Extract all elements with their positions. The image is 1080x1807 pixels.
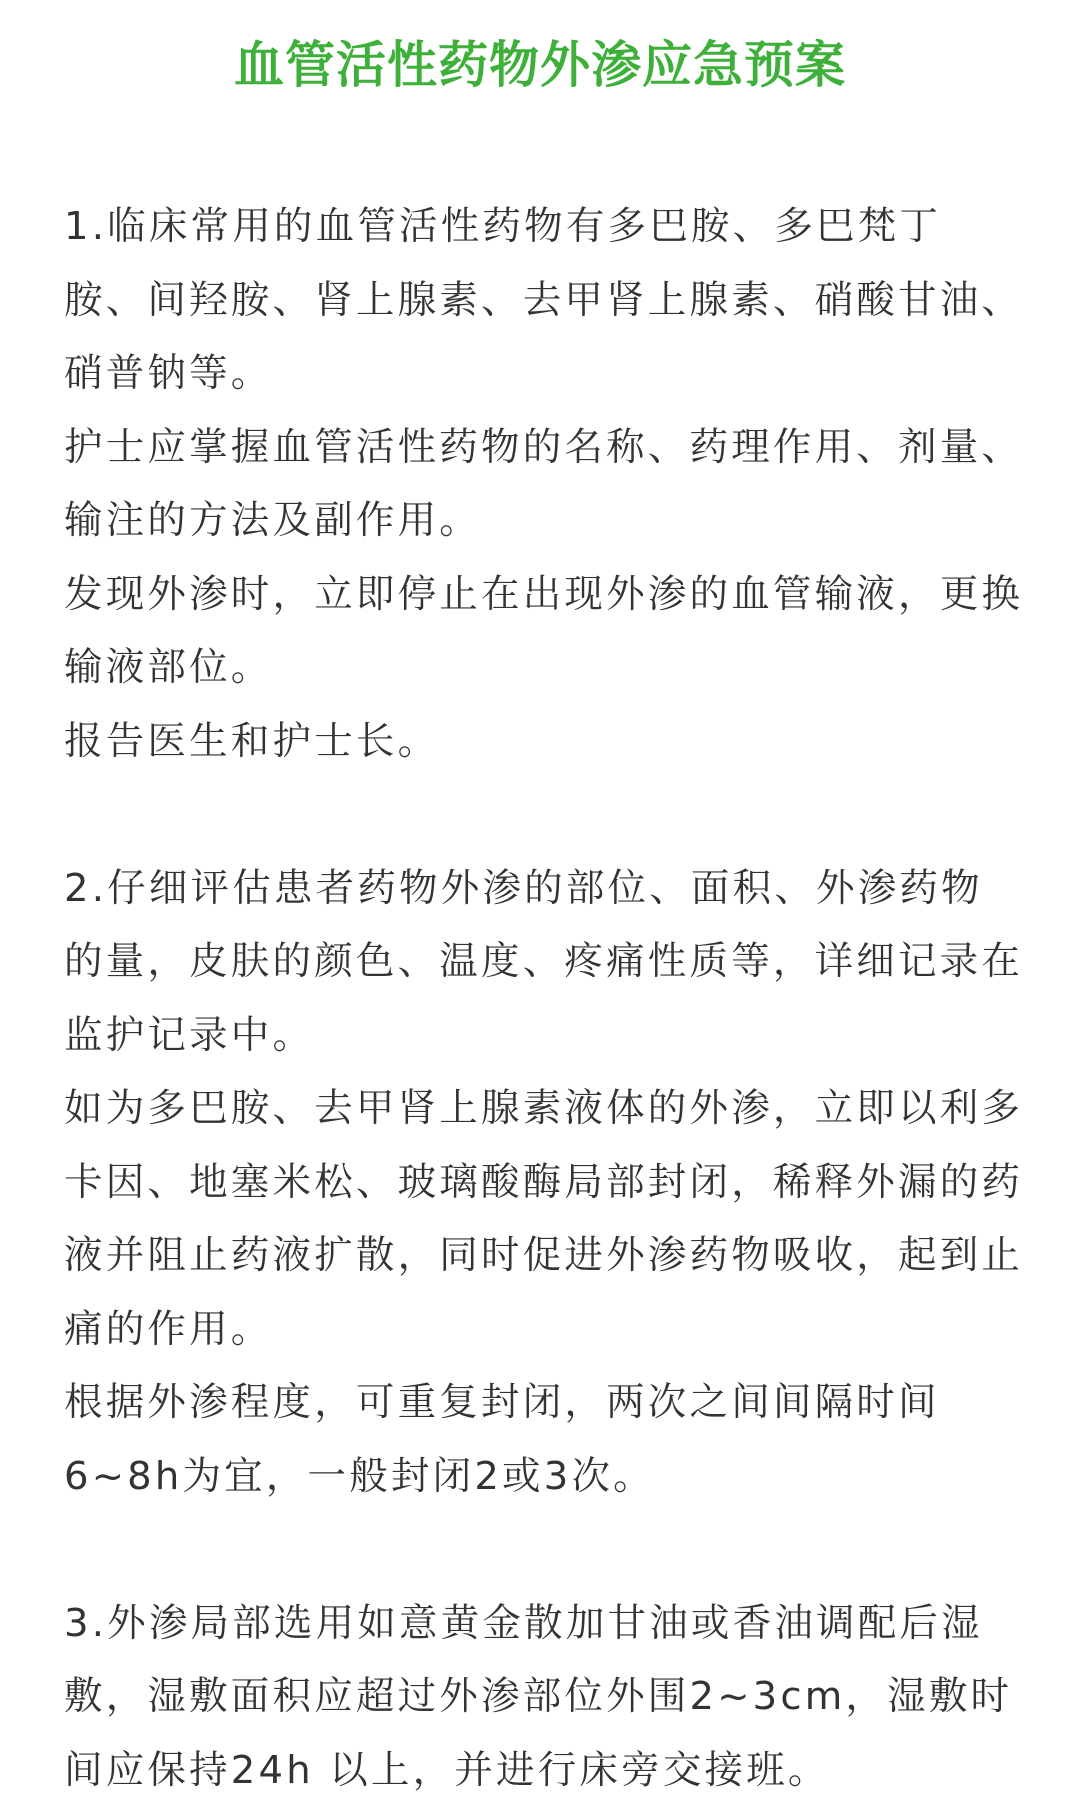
paragraph: 3.外渗局部选用如意黄金散加甘油或香油调配后湿敷，湿敷面积应超过外渗部位外围2~3cm，湿敷时间应保持24h 以上，并进行床旁交接班。 — [64, 1587, 1024, 1807]
paragraph: 根据外渗程度，可重复封闭，两次之间间隔时间6~8h为宜，一般封闭2或3次。 — [64, 1366, 1024, 1513]
document-body — [64, 190, 1024, 1807]
paragraph: 2.仔细评估患者药物外渗的部位、面积、外渗药物的量，皮肤的颜色、温度、疼痛性质等，详细记录在监护记录中。 — [64, 852, 1024, 1073]
paragraph: 报告医生和护士长。 — [64, 705, 1024, 779]
paragraph: 如为多巴胺、去甲肾上腺素液体的外渗，立即以利多卡因、地塞米松、玻璃酸酶局部封闭，稀释外漏的药液并阻止药液扩散，同时促进外渗药物吸收，起到止痛的作用。 — [64, 1072, 1024, 1366]
section-2 — [64, 852, 1024, 1514]
section-3 — [64, 1587, 1024, 1807]
paragraph: 发现外渗时，立即停止在出现外渗的血管输液，更换输液部位。 — [64, 558, 1024, 705]
paragraph: 护士应掌握血管活性药物的名称、药理作用、剂量、输注的方法及副作用。 — [64, 411, 1024, 558]
section-spacer — [64, 1513, 1024, 1587]
paragraph: 1.临床常用的血管活性药物有多巴胺、多巴梵丁胺、间羟胺、肾上腺素、去甲肾上腺素、硝酸甘油、硝普钠等。 — [64, 190, 1024, 411]
section-1 — [64, 190, 1024, 778]
page-title: 血管活性药物外渗应急预案 — [0, 30, 1080, 100]
section-spacer — [64, 778, 1024, 852]
